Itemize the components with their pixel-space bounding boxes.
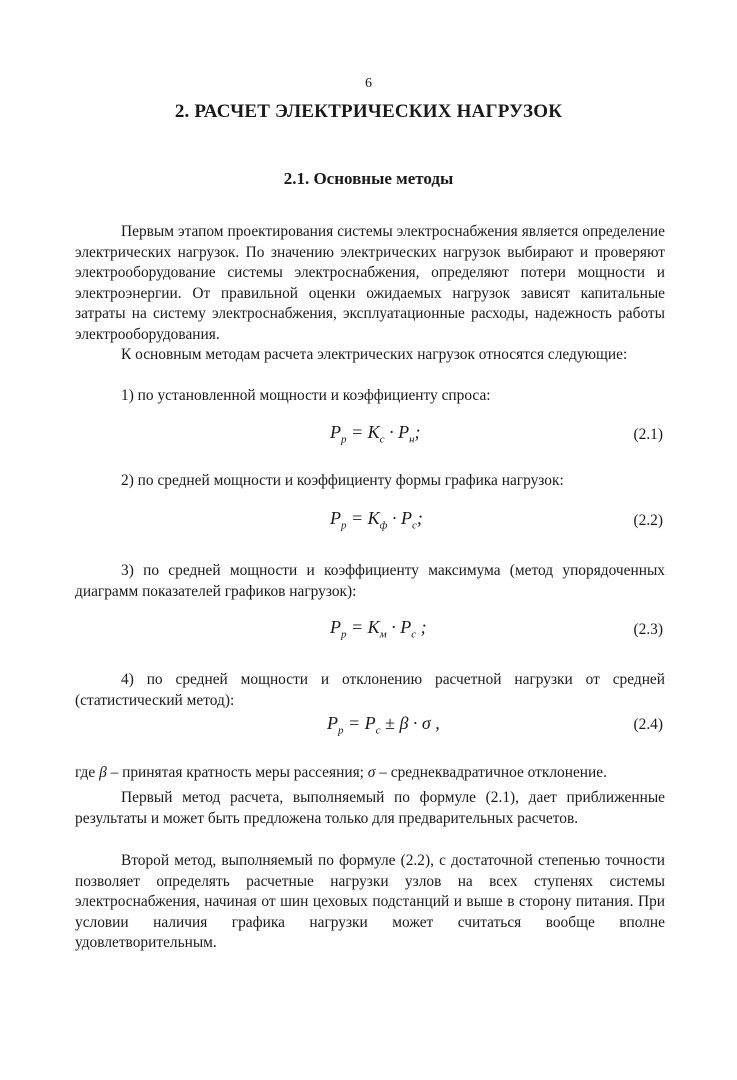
formula-number-2-1: (2.1) — [633, 426, 663, 443]
method-3-text: 3) по средней мощности и коэффициенту максимума (метод упорядоченных диаграмм показателей графиков нагрузок): — [75, 562, 665, 600]
formula-number-2-4: (2.4) — [633, 716, 663, 733]
section-heading: 2.1. Основные методы — [283, 169, 454, 188]
intro-paragraph-2: К основным методам расчета электрических нагрузок относятся следующие: — [121, 346, 628, 363]
formula-2-1: $P_p = K_c \cdot P_н$; — [330, 422, 421, 446]
formula-2-2: $P_p = K_ф \cdot P_c$; — [330, 508, 423, 532]
formula-number-2-3: (2.3) — [633, 621, 663, 638]
method-2-text: 2) по средней мощности и коэффициенту формы графика нагрузок: — [121, 472, 564, 489]
formula-2-4: $P_p = P_c \pm \beta \cdot \sigma$ , — [327, 713, 440, 737]
page-number: 6 — [365, 76, 372, 91]
method-4-text: 4) по средней мощности и отклонению расчетной нагрузки от средней (статистический метод): — [75, 671, 665, 709]
method-1-text: 1) по установленной мощности и коэффициенту спроса: — [121, 387, 491, 404]
beta-symbol: β — [99, 764, 107, 781]
formula-2-3: $P_p = K_м \cdot P_c$ ; — [330, 617, 427, 641]
outro-paragraph-2: Второй метод, выполняемый по формуле (2.2), с достаточной степенью точности позволяет определять расчетные нагрузки узлов на всех ступенях системы электроснабжения, начиная от шин цеховых подстанций и выше в сторону питания. При условии наличия графика нагрузки может считаться вообще вполне удовлетворительным. — [75, 852, 665, 952]
formula-number-2-2: (2.2) — [633, 512, 663, 529]
outro-paragraph-1: Первый метод расчета, выполняемый по формуле (2.1), дает приближенные результаты и может быть предложена только для предварительных расчетов. — [75, 789, 665, 827]
sigma-symbol: σ — [367, 764, 376, 781]
intro-paragraph-1: Первым этапом проектирования системы электроснабжения является определение электрических нагрузок. По значению электрических нагрузок выбирают и проверяют электрооборудование системы электроснабжения, определяют потери мощности и электроэнергии. От правильной оценки ожидаемых нагрузок зависят капитальные затраты на систему электроснабжения, эксплуатационные расходы, надежность работы электрооборудования. — [75, 223, 665, 343]
variable-definitions: где β – принятая кратность меры рассеяния; σ – среднеквадратичное отклонение. — [75, 764, 607, 781]
chapter-heading: 2. РАСЧЕТ ЭЛЕКТРИЧЕСКИХ НАГРУЗОК — [174, 101, 563, 122]
